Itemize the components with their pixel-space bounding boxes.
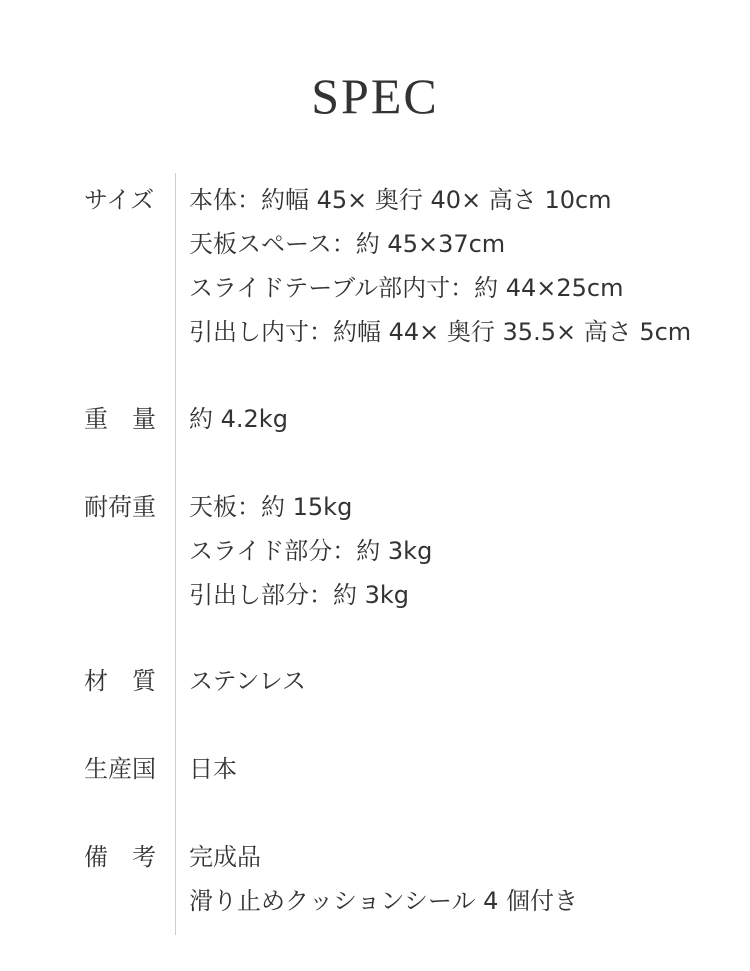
- spec-value: 天板スペース：約 45×37cm: [189, 230, 506, 258]
- spec-value: 滑り止めクッションシール 4 個付き: [189, 887, 578, 915]
- spec-value: 約 4.2kg: [189, 405, 288, 433]
- spec-label-load-capacity: 耐荷重: [84, 493, 156, 521]
- spec-label-weight: 重 量: [84, 405, 156, 433]
- spec-label-material: 材 質: [84, 667, 156, 695]
- spec-values-country: [189, 747, 734, 791]
- vertical-divider: [175, 173, 176, 935]
- spec-value: 本体：約幅 45× 奥行 40× 高さ 10cm: [189, 186, 612, 214]
- spec-value: 引出し部分：約 3kg: [189, 581, 410, 609]
- spec-values-load-capacity: [189, 485, 734, 617]
- spec-value: ステンレス: [189, 667, 306, 695]
- spec-value: スライド部分：約 3kg: [189, 537, 433, 565]
- spec-value: 引出し内寸：約幅 44× 奥行 35.5× 高さ 5cm: [189, 318, 692, 346]
- spec-values-material: [189, 659, 734, 703]
- spec-values-weight: [189, 397, 734, 441]
- spec-value: スライドテーブル部内寸：約 44×25cm: [189, 274, 624, 302]
- spec-value: 完成品: [189, 843, 261, 871]
- spec-values-notes: [189, 835, 734, 923]
- spec-label-notes: 備 考: [84, 843, 156, 871]
- spec-label-country: 生産国: [84, 755, 156, 783]
- spec-value: 天板：約 15kg: [189, 493, 353, 521]
- spec-label-size: サイズ: [84, 186, 155, 214]
- spec-values-size: [189, 178, 734, 354]
- page-title: SPEC: [311, 68, 439, 124]
- spec-value: 日本: [189, 755, 237, 783]
